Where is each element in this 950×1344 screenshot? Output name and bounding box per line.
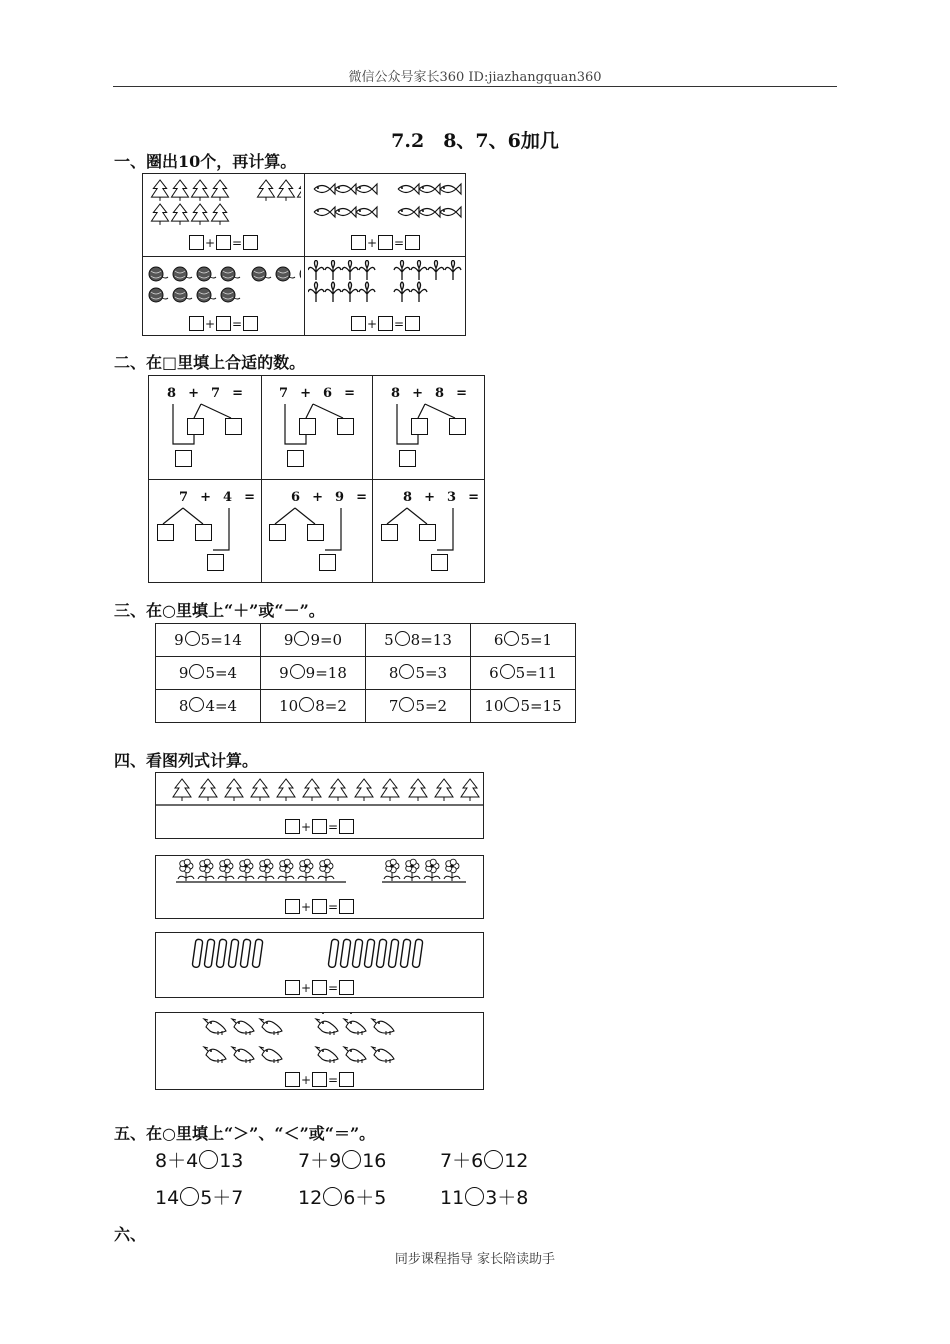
s1-cell-flowers [305, 257, 466, 337]
fish-icon [314, 207, 335, 217]
flower-icon [308, 260, 324, 280]
flower-icon [324, 864, 328, 868]
answer-box[interactable] [157, 524, 174, 541]
answer-circle[interactable] [189, 664, 204, 679]
equation-cell [156, 657, 261, 690]
fish-icon [335, 184, 356, 194]
tree-icon [151, 180, 168, 201]
section-4-heading: 四、看图列式计算。 [114, 751, 259, 770]
plus-sign: + [204, 316, 215, 331]
flower-icon [450, 864, 454, 868]
tree-icon [173, 779, 191, 801]
tree-icon [191, 204, 208, 225]
answer-box[interactable] [405, 235, 420, 250]
operand-result: 5=3 [415, 664, 448, 682]
answer-box[interactable] [225, 418, 242, 435]
expression: 7 + 4 = [179, 490, 257, 505]
tree-icon [199, 779, 217, 801]
equation-cell [156, 690, 261, 723]
answer-box[interactable] [216, 316, 231, 331]
section-5-heading: 五、在○里填上“＞”、“＜”或“＝”。 [114, 1124, 376, 1143]
operand: 6 [489, 664, 499, 682]
plus-sign: + [300, 819, 311, 834]
fish-group-icon [308, 177, 463, 227]
circle-ten-grid [142, 173, 466, 336]
s4-strip-trees [155, 772, 484, 839]
tree-icon [277, 779, 295, 801]
answer-box[interactable] [175, 450, 192, 467]
flower-icon [390, 864, 394, 868]
operand: 9 [178, 664, 189, 682]
stick-icon [192, 939, 203, 968]
flower-icon [304, 864, 308, 868]
answer-circle[interactable] [342, 1150, 361, 1169]
tree-icon [297, 180, 301, 201]
answer-box[interactable] [339, 1072, 354, 1087]
bird-icon [372, 1047, 394, 1061]
answer-box[interactable] [207, 554, 224, 571]
answer-circle[interactable] [500, 664, 515, 679]
flower-icon [359, 260, 375, 280]
s2-cell [373, 480, 484, 582]
operand-result: 5=15 [520, 697, 562, 715]
answer-circle[interactable] [399, 697, 414, 712]
tree-icon [151, 204, 168, 225]
answer-box[interactable] [337, 418, 354, 435]
answer-circle[interactable] [484, 1150, 503, 1169]
yarn-ball-icon [173, 288, 187, 302]
operand: 9 [283, 631, 294, 649]
fish-icon [440, 207, 461, 217]
section-3-heading: 三、在○里填上“＋”或“－”。 [114, 601, 325, 620]
answer-box[interactable] [339, 819, 354, 834]
fish-icon [356, 207, 377, 217]
flower-icon [428, 260, 444, 280]
expression: 8 + 3 = [403, 490, 481, 505]
flower-icon [394, 282, 410, 302]
flower-icon [394, 260, 410, 280]
expression: 7 + 6 = [279, 386, 357, 401]
answer-box[interactable] [405, 316, 420, 331]
answer-box[interactable] [419, 524, 436, 541]
answer-box[interactable] [243, 235, 258, 250]
tree-icon [461, 779, 479, 801]
answer-box[interactable] [399, 450, 416, 467]
tree-icon [191, 180, 208, 201]
answer-circle[interactable] [323, 1187, 342, 1206]
equation-cell [471, 690, 576, 723]
answer-box[interactable] [299, 418, 316, 435]
answer-circle[interactable] [395, 631, 410, 646]
operand-result: 9=18 [305, 664, 347, 682]
answer-box[interactable] [307, 524, 324, 541]
flower-icon [325, 260, 341, 280]
operand-result: 5=1 [520, 631, 553, 649]
flower-group-icon [308, 260, 463, 310]
operand-result: 5=14 [200, 631, 242, 649]
answer-box[interactable] [287, 450, 304, 467]
s1-cell-trees [143, 174, 304, 254]
stick-icon [376, 939, 387, 968]
answer-box[interactable] [351, 316, 366, 331]
flower-icon [411, 282, 427, 302]
equals-sign: = [328, 1072, 339, 1087]
fish-icon [398, 207, 419, 217]
plus-sign: + [366, 235, 377, 250]
answer-box[interactable] [312, 1072, 327, 1087]
yarn-ball-icon [197, 288, 211, 302]
fish-icon [335, 207, 356, 217]
compare-item: 7＋6 12 [440, 1150, 529, 1172]
flower-icon [325, 282, 341, 302]
equation-cell [366, 624, 471, 657]
operand: 9 [174, 631, 184, 649]
answer-circle[interactable] [290, 664, 305, 679]
fish-icon [398, 184, 419, 194]
operand: 5 [384, 631, 394, 649]
stick-icon [252, 939, 263, 968]
answer-box[interactable] [339, 980, 354, 995]
flower-icon [411, 260, 427, 280]
yarn-ball-icon [197, 267, 211, 281]
equals-sign: = [328, 899, 339, 914]
bird-icon [372, 1019, 394, 1033]
operand-result: 5=4 [205, 664, 238, 682]
answer-circle[interactable] [399, 664, 414, 679]
answer-box[interactable] [187, 418, 204, 435]
page-footer: 同步课程指导 家长陪读助手 [394, 1252, 556, 1267]
plus-sign: + [300, 1072, 311, 1087]
operand: 8 [178, 697, 189, 715]
stick-icon [412, 939, 423, 968]
flower-icon [244, 864, 248, 868]
flower-icon [284, 864, 288, 868]
s4-strip-birds [155, 1012, 484, 1090]
answer-circle[interactable] [199, 1150, 218, 1169]
tree-icon [171, 204, 188, 225]
flower-icon [224, 864, 228, 868]
s4-strip-sticks [155, 932, 484, 998]
stick-row-icon [156, 933, 483, 973]
yarn-ball-icon [276, 267, 290, 281]
operand-result: 5=2 [415, 697, 448, 715]
stick-icon [228, 939, 239, 968]
bird-icon [316, 1047, 338, 1061]
plus-sign: + [300, 980, 311, 995]
bird-icon [260, 1019, 282, 1033]
answer-circle[interactable] [189, 697, 204, 712]
bird-icon [344, 1019, 366, 1033]
answer-box[interactable] [285, 1072, 300, 1087]
stick-icon [352, 939, 363, 968]
s2-cell [261, 376, 372, 478]
s1-cell-fish [305, 174, 466, 254]
tree-icon [329, 779, 347, 801]
answer-box[interactable] [285, 899, 300, 914]
section-2-heading: 二、在□里填上合适的数。 [114, 353, 306, 372]
tree-icon [409, 779, 427, 801]
answer-box[interactable] [351, 235, 366, 250]
yarn-ball-icon [300, 267, 301, 281]
answer-box[interactable] [312, 899, 327, 914]
operand-result: 9=0 [310, 631, 343, 649]
s2-cell [149, 480, 260, 582]
equation-cell [471, 624, 576, 657]
tree-icon [225, 779, 243, 801]
operand-result: 5=11 [515, 664, 557, 682]
stick-icon [216, 939, 227, 968]
tree-row-icon [156, 773, 483, 811]
equals-sign: = [328, 819, 339, 834]
answer-circle[interactable] [180, 1187, 199, 1206]
stick-icon [328, 939, 339, 968]
answer-circle[interactable] [185, 631, 200, 646]
answer-box[interactable] [431, 554, 448, 571]
table-row [156, 690, 576, 723]
answer-box[interactable] [285, 819, 300, 834]
answer-box[interactable] [312, 819, 327, 834]
answer-box[interactable] [312, 980, 327, 995]
fish-icon [314, 184, 335, 194]
answer-box[interactable] [378, 235, 393, 250]
stick-icon [240, 939, 251, 968]
answer-box[interactable] [319, 554, 336, 571]
flower-icon [264, 864, 268, 868]
stick-icon [204, 939, 215, 968]
operand-result: 4=4 [205, 697, 238, 715]
s2-cell [373, 376, 484, 478]
header-divider [113, 86, 837, 87]
make-ten-grid [148, 375, 485, 583]
split-lines [149, 376, 260, 478]
tree-icon [381, 779, 399, 801]
split-lines [373, 376, 484, 478]
plus-sign: + [300, 899, 311, 914]
answer-box[interactable] [378, 316, 393, 331]
answer-box[interactable] [189, 235, 204, 250]
tree-icon [211, 204, 228, 225]
equation-cell [366, 657, 471, 690]
flower-icon [410, 864, 414, 868]
equation-cell [366, 690, 471, 723]
bird-icon [260, 1047, 282, 1061]
operand: 9 [279, 664, 289, 682]
answer-circle[interactable] [504, 697, 519, 712]
bird-group-icon [156, 1013, 483, 1067]
stick-icon [364, 939, 375, 968]
equals-sign: = [394, 235, 405, 250]
plus-sign: + [204, 235, 215, 250]
tree-icon [251, 779, 269, 801]
answer-circle[interactable] [465, 1187, 484, 1206]
expression: 6 + 9 = [291, 490, 369, 505]
bird-icon [204, 1047, 226, 1061]
tree-icon [303, 779, 321, 801]
expression: 8 + 8 = [391, 386, 469, 401]
yarn-ball-icon [221, 267, 235, 281]
bird-icon [344, 1047, 366, 1061]
tree-icon [211, 180, 228, 201]
yarn-ball-icon [149, 288, 163, 302]
answer-box[interactable] [195, 524, 212, 541]
answer-box[interactable] [411, 418, 428, 435]
answer-box[interactable] [269, 524, 286, 541]
stick-icon [400, 939, 411, 968]
fish-icon [440, 184, 461, 194]
tree-icon [171, 180, 188, 201]
compare-item: 14 5＋7 [155, 1187, 244, 1209]
operand: 8 [388, 664, 399, 682]
answer-circle[interactable] [299, 697, 314, 712]
yarn-ball-icon [149, 267, 163, 281]
section-6-heading: 六、 [114, 1225, 147, 1244]
s4-strip-flowers [155, 855, 484, 919]
answer-box[interactable] [381, 524, 398, 541]
tree-group-icon [146, 177, 301, 227]
yarn-ball-icon [221, 288, 235, 302]
flower-icon [342, 260, 358, 280]
yarn-ball-group-icon [146, 260, 301, 310]
bird-icon [316, 1019, 338, 1033]
bird-icon [204, 1019, 226, 1033]
flower-row-icon [156, 856, 483, 888]
answer-circle[interactable] [294, 631, 309, 646]
equals-sign: = [394, 316, 405, 331]
flower-icon [430, 864, 434, 868]
operand: 10 [484, 697, 504, 715]
compare-item: 11 3＋8 [440, 1187, 529, 1209]
s2-cell [261, 480, 372, 582]
flower-icon [308, 282, 324, 302]
equation-cell [261, 657, 366, 690]
fish-icon [419, 207, 440, 217]
flower-icon [359, 282, 375, 302]
expression: 8 + 7 = [167, 386, 245, 401]
yarn-ball-icon [173, 267, 187, 281]
answer-box[interactable] [339, 899, 354, 914]
equals-sign: = [328, 980, 339, 995]
page-title: 7.2 8、7、6加几 [391, 130, 559, 152]
equals-sign: = [232, 235, 243, 250]
yarn-ball-icon [252, 267, 266, 281]
tree-icon [435, 779, 453, 801]
equation-cell [156, 624, 261, 657]
page-header: 微信公众号家长360 ID:jiazhangquan360 [348, 70, 602, 85]
fish-icon [419, 184, 440, 194]
equation-cell [471, 657, 576, 690]
operand: 7 [388, 697, 399, 715]
compare-item: 8＋4 13 [155, 1150, 244, 1172]
answer-box[interactable] [243, 316, 258, 331]
compare-item: 7＋9 16 [298, 1150, 387, 1172]
stick-icon [388, 939, 399, 968]
operand-result: 8=2 [315, 697, 347, 715]
answer-box[interactable] [189, 316, 204, 331]
fish-icon [356, 184, 377, 194]
operand-result: 8=13 [410, 631, 452, 649]
tree-icon [277, 180, 294, 201]
answer-box[interactable] [449, 418, 466, 435]
compare-item: 12 6＋5 [298, 1187, 387, 1209]
answer-circle[interactable] [504, 631, 519, 646]
table-row [156, 624, 576, 657]
answer-box[interactable] [216, 235, 231, 250]
tree-icon [257, 180, 274, 201]
operand: 6 [493, 631, 504, 649]
equation-cell [261, 624, 366, 657]
tree-icon [355, 779, 373, 801]
flower-icon [342, 282, 358, 302]
answer-box[interactable] [285, 980, 300, 995]
s2-cell [149, 376, 260, 478]
flower-icon [184, 864, 188, 868]
equals-sign: = [232, 316, 243, 331]
equation-cell [261, 690, 366, 723]
s1-cell-yarn [143, 257, 304, 337]
split-lines [261, 376, 372, 478]
flower-icon [445, 260, 461, 280]
section-1-heading: 一、圈出10个，再计算。 [114, 152, 297, 171]
table-row [156, 657, 576, 690]
plus-sign: + [366, 316, 377, 331]
operand: 10 [279, 697, 299, 715]
stick-icon [340, 939, 351, 968]
plus-minus-table [155, 623, 576, 723]
bird-icon [232, 1019, 254, 1033]
flower-icon [204, 864, 208, 868]
bird-icon [232, 1047, 254, 1061]
